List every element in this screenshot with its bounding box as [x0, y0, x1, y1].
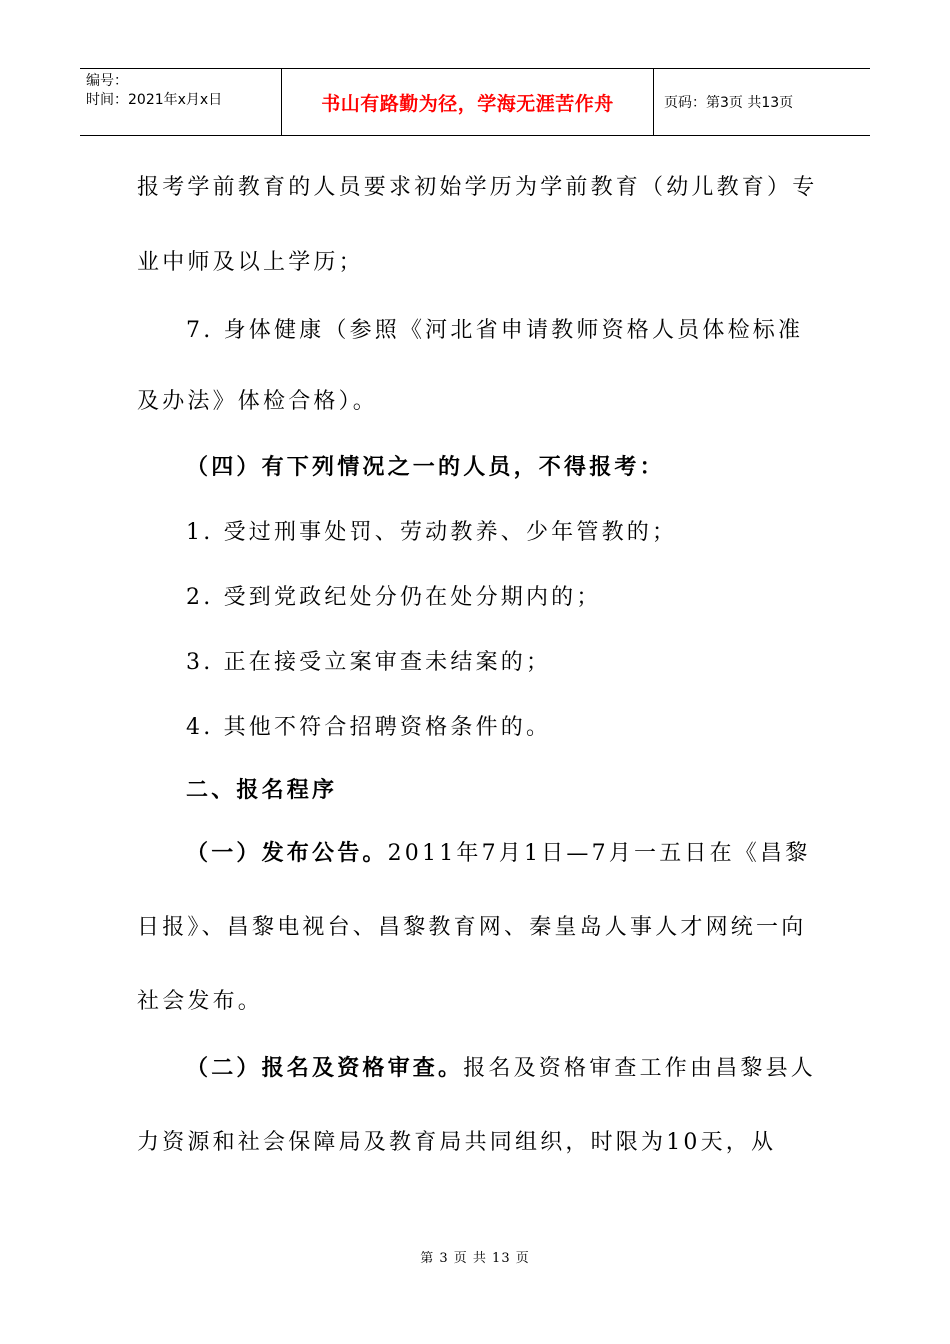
header-motto-cell	[282, 69, 654, 135]
section-4-title: （四）有下列情况之一的人员，不得报考：	[186, 455, 665, 480]
list-item-2: 2. 受到党政纪处分仍在处分期内的；	[186, 585, 602, 610]
paragraph-1-heading: （一）发布公告。	[186, 841, 388, 866]
paragraph-1-line-1	[186, 836, 810, 867]
body-line-2: 业中师及以上学历；	[137, 250, 364, 275]
list-item-4: 4. 其他不符合招聘资格条件的。	[186, 715, 552, 740]
header-time-label: 时间：2021年x月x日	[86, 92, 223, 108]
paragraph-1-line-2: 日报》、昌黎电视台、昌黎教育网、秦皇岛人事人才网统一向	[137, 915, 807, 940]
body-line-3: 7. 身体健康（参照《河北省申请教师资格人员体检标准	[186, 318, 804, 343]
page-footer: 第 3 页 共 13 页	[420, 1251, 530, 1266]
header-page-label: 页码：第3页 共13页	[664, 95, 794, 111]
paragraph-2-heading: （二）报名及资格审查。	[186, 1056, 464, 1081]
paragraph-1-line-3: 社会发布。	[137, 989, 264, 1014]
paragraph-2-line-1	[186, 1051, 816, 1082]
body-line-4: 及办法》体检合格）。	[137, 389, 379, 414]
header-page-cell	[654, 69, 870, 135]
header-motto: 书山有路勤为径，学海无涯苦作舟	[321, 92, 614, 115]
list-item-1: 1. 受过刑事处罚、劳动教养、少年管教的；	[186, 520, 678, 545]
paragraph-2-text: 报名及资格审查工作由昌黎县人	[463, 1056, 817, 1081]
header-table	[80, 68, 870, 136]
paragraph-1-text: 2011年7月1日—7月一五日在《昌黎	[387, 841, 811, 866]
header-number-label: 编号：	[86, 73, 128, 89]
section-2-title: 二、报名程序	[186, 778, 338, 803]
list-item-3: 3. 正在接受立案审查未结案的；	[186, 650, 552, 675]
body-line-1: 报考学前教育的人员要求初始学历为学前教育（幼儿教育）专	[137, 175, 818, 200]
header-meta-cell	[80, 69, 282, 135]
paragraph-2-line-2: 力资源和社会保障局及教育局共同组织，时限为10天，从	[137, 1130, 777, 1155]
